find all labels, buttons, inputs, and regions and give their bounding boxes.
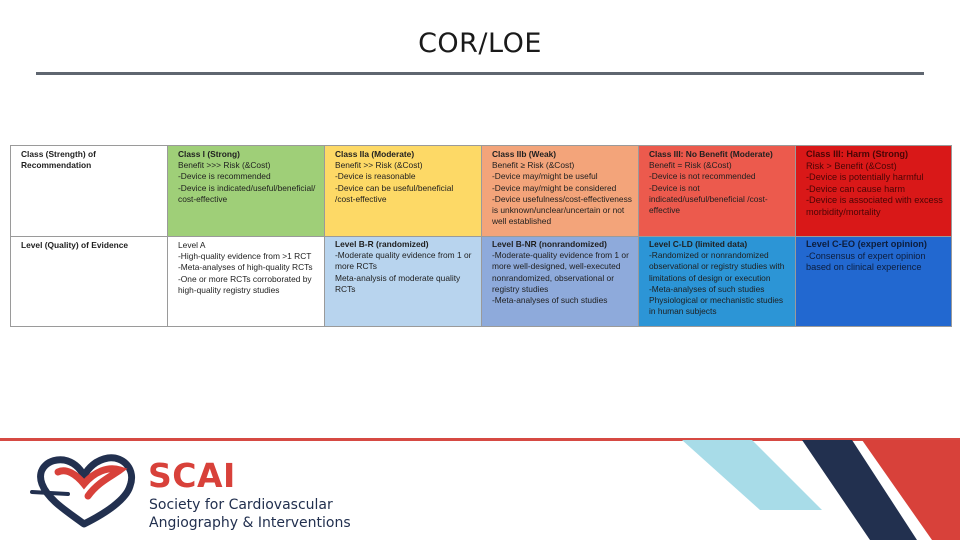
cell-line: -Device is potentially harmful — [806, 172, 924, 183]
level-a-cell — [168, 237, 325, 327]
cell-line: -Meta-analyses of such studies — [649, 283, 765, 294]
cell-line: Benefit ≥ Risk (&Cost) — [492, 160, 575, 171]
cell-line: Physiological or mechanistic studies in human subjects — [649, 295, 784, 317]
class-iii-no-benefit-cell — [639, 146, 796, 237]
cell-line: -High-quality evidence from >1 RCT — [178, 251, 312, 262]
level-c-ld-cell — [639, 237, 796, 327]
cell-line: -Randomized or nonrandomized observational or registry studies with limitations of design or execution — [649, 250, 785, 283]
class-iib-cell — [482, 146, 639, 237]
cell-line: Benefit = Risk (&Cost) — [649, 160, 732, 171]
scai-full-name-line-2: Angiography & Interventions — [149, 515, 351, 531]
cell-title: Level C-LD (limited data) — [649, 239, 748, 249]
cell-line: -Device is recommended — [178, 171, 271, 182]
class-iia-cell — [325, 146, 482, 237]
cell-line: -Device can cause harm — [806, 183, 906, 194]
scai-full-name-line-1: Society for Cardiovascular — [149, 497, 333, 513]
cell-line: -Moderate quality evidence from 1 or more RCTs — [335, 250, 472, 272]
cell-title: Class IIb (Weak) — [492, 149, 557, 159]
cell-line: -Device is not recommended — [649, 171, 756, 182]
scai-full-name — [149, 496, 351, 532]
class-i-cell — [168, 146, 325, 237]
cell-line: Benefit >> Risk (&Cost) — [335, 160, 423, 171]
cell-line: -Consensus of expert opinion based on clinical experience — [806, 250, 926, 273]
cell-title: Level B-R (randomized) — [335, 239, 429, 249]
class-iii-harm-cell — [796, 146, 952, 237]
cell-line: Risk > Benefit (&Cost) — [806, 160, 897, 171]
level-c-eo-cell — [796, 237, 952, 327]
cell-line: -Meta-analyses of such studies — [492, 295, 608, 306]
cell-title: Class III: Harm (Strong) — [806, 149, 909, 159]
cell-line: -Device may/might be useful — [492, 171, 598, 182]
cell-title: Level A — [178, 240, 206, 250]
level-b-nr-cell — [482, 237, 639, 327]
cell-title: Class III: No Benefit (Moderate) — [649, 149, 773, 159]
cor-loe-table — [10, 145, 952, 327]
cell-title: Class IIa (Moderate) — [335, 149, 415, 159]
cell-line: -Device is reasonable — [335, 171, 416, 182]
cell-line: -One or more RCTs corroborated by high-quality registry studies — [178, 273, 312, 295]
scai-heart-logo-icon — [28, 452, 140, 530]
cell-line: -Meta-analyses of high-quality RCTs — [178, 262, 313, 273]
scai-wordmark: SCAI — [148, 456, 236, 495]
slide-title: COR/LOE — [418, 28, 542, 59]
level-b-r-cell — [325, 237, 482, 327]
loe-row-header: Level (Quality) of Evidence — [11, 237, 168, 327]
cor-row — [11, 146, 952, 237]
cell-line: -Device is associated with excess morbidity/mortality — [806, 195, 943, 217]
corner-stripes-decoration — [672, 440, 960, 540]
cell-line: -Device can be useful/beneficial /cost-effective — [335, 182, 454, 204]
cell-line: -Moderate-quality evidence from 1 or more well-designed, well-executed nonrandomized, observational or registry studies — [492, 250, 629, 294]
cell-title: Level C-EO (expert opinion) — [806, 239, 927, 249]
cell-line: -Device is indicated/useful/beneficial/ cost-effective — [178, 182, 316, 204]
cell-line: -Device usefulness/cost-effectiveness is unknown/unclear/uncertain or not well established — [492, 193, 632, 227]
cell-line: -Device is not indicated/useful/beneficial /cost-effective — [649, 182, 768, 216]
cor-row-header: Class (Strength) of Recommendation — [11, 146, 168, 237]
cell-line: Benefit >>> Risk (&Cost) — [178, 160, 271, 171]
cell-line: -Device may/might be considered — [492, 182, 617, 193]
loe-row — [11, 237, 952, 327]
cell-title: Class I (Strong) — [178, 149, 240, 159]
cell-title: Level B-NR (nonrandomized) — [492, 239, 607, 249]
cell-line: Meta-analysis of moderate quality RCTs — [335, 272, 461, 294]
title-divider — [36, 72, 924, 75]
